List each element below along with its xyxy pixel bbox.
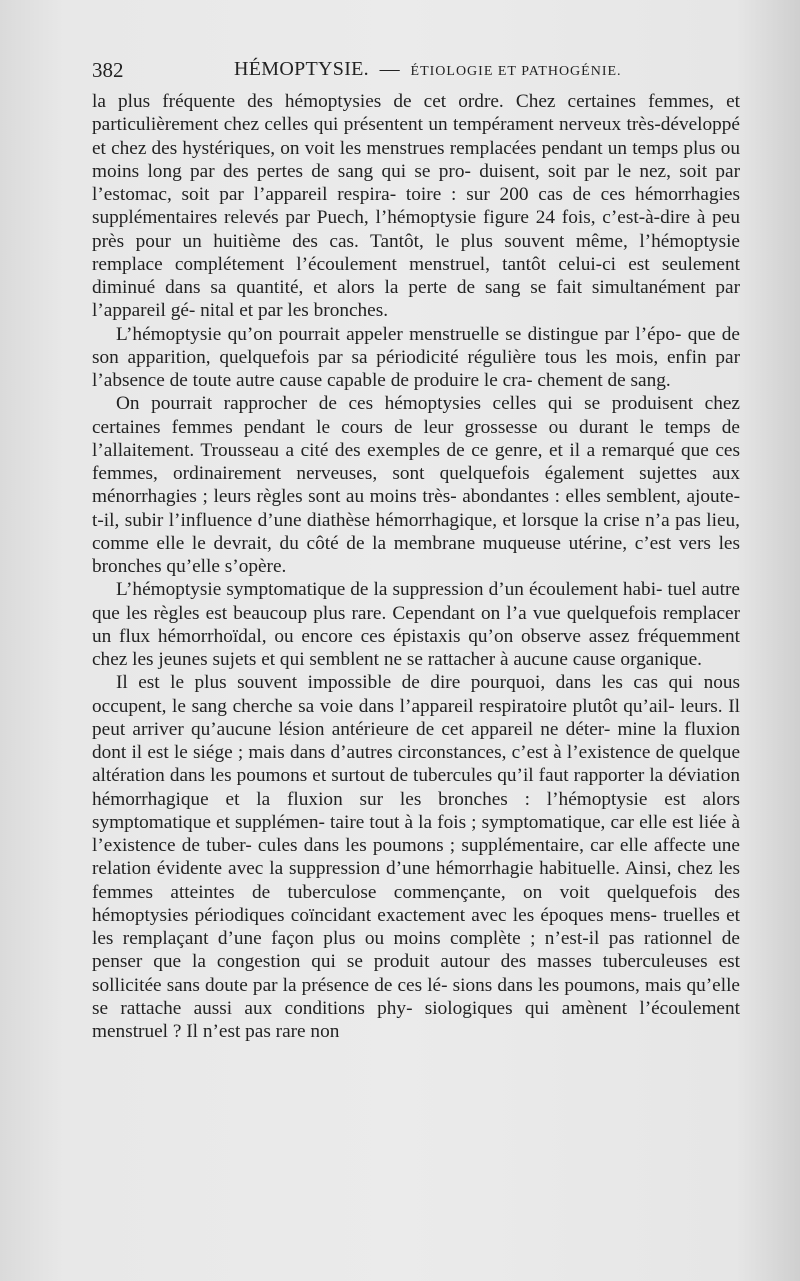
paragraph: On pourrait rapprocher de ces hémoptysies celles qui se produisent chez certaines femmes pendant le cours de leur grossesse ou durant le temps de l’allaitement. Trousseau a cité des exemples de ce genre, et il a remarqué que ces femmes, ordinairement nerveuses, sont quelquefois également sujettes aux ménorrhagies ; leurs règles sont au moins très- abondantes : elles semblent, ajoute-t-il, subir l’influence d’une diathèse hémorrhagique, et lorsque la crise n’a pas lieu, comme elle le devrait, du côté de la membrane muqueuse utérine, c’est vers les bronches qu’elle s’opère. [92, 393, 740, 577]
paragraph: Il est le plus souvent impossible de dire pourquoi, dans les cas qui nous occupent, le sang cherche sa voie dans l’appareil respiratoire plutôt qu’ail- leurs. Il peut arriver qu’aucune lésion antérieure de cet appareil ne déter- mine la fluxion dont il est le siége ; mais dans d’autres circonstances, c’est à l’existence de quelque altération dans les poumons et surtout de tubercules qu’il faut rapporter la déviation hémorrhagique et la fluxion sur les bronches : l’hémoptysie est alors symptomatique et supplémen- taire tout à la fois ; symptomatique, car elle est liée à l’existence de tuber- cules dans les poumons ; supplémentaire, car elle affecte une relation évidente avec la suppression d’une hémorrhagie habituelle. Ainsi, chez les femmes atteintes de tuberculose commençante, on voit quelquefois des hémoptysies périodiques coïncidant exactement avec les époques mens- truelles et les remplaçant d’une façon plus ou moins complète ; n’est-il pas rationnel de penser que la congestion qui se produit autour des masses tuberculeuses est sollicitée sans doute par la présence de ces lé- sions dans les poumons, mais qu’elle se rattache aussi aux conditions phy- siologiques qui amènent l’écoulement menstruel ? Il n’est pas rare non [92, 672, 740, 1042]
running-header [92, 58, 742, 88]
running-title [234, 58, 622, 81]
chapter-title: HÉMOPTYSIE. [234, 58, 369, 80]
body-text [92, 90, 740, 1043]
paragraph: la plus fréquente des hémoptysies de cet ordre. Chez certaines femmes, et particulièrement chez celles qui présentent un tempérament nerveux très-développé et chez des hystériques, on voit les menstrues remplacées pendant un temps plus ou moins long par des pertes de sang qui se pro- duisent, soit par le nez, soit par l’estomac, soit par l’appareil respira- toire : sur 200 cas de ces hémorrhagies supplémentaires relevés par Puech, l’hémoptysie figure 24 fois, c’est-à-dire à peu près pour un huitième des cas. Tantôt, le plus souvent même, l’hémoptysie remplace complétement l’écoulement menstruel, tantôt celui-ci est seulement diminué dans sa quantité, et alors la perte de sang se fait simultanément par l’appareil gé- nital et par les bronches. [92, 91, 740, 322]
section-title: ÉTIOLOGIE ET PATHOGÉNIE. [410, 64, 622, 79]
paragraph: L’hémoptysie symptomatique de la suppression d’un écoulement habi- tuel autre que les règles est beaucoup plus rare. Cependant on l’a vue quelquefois remplacer un flux hémorrhoïdal, ou encore ces épistaxis qu’on observe assez fréquemment chez les jeunes sujets et qui semblent ne se rattacher à aucune cause organique. [92, 579, 740, 670]
page-number: 382 [92, 58, 124, 82]
paragraph: L’hémoptysie qu’on pourrait appeler menstruelle se distingue par l’épo- que de son apparition, quelquefois par sa périodicité régulière tous les mois, enfin par l’absence de toute autre cause capable de produire le cra- chement de sang. [92, 323, 740, 391]
title-separator: — [379, 58, 400, 80]
